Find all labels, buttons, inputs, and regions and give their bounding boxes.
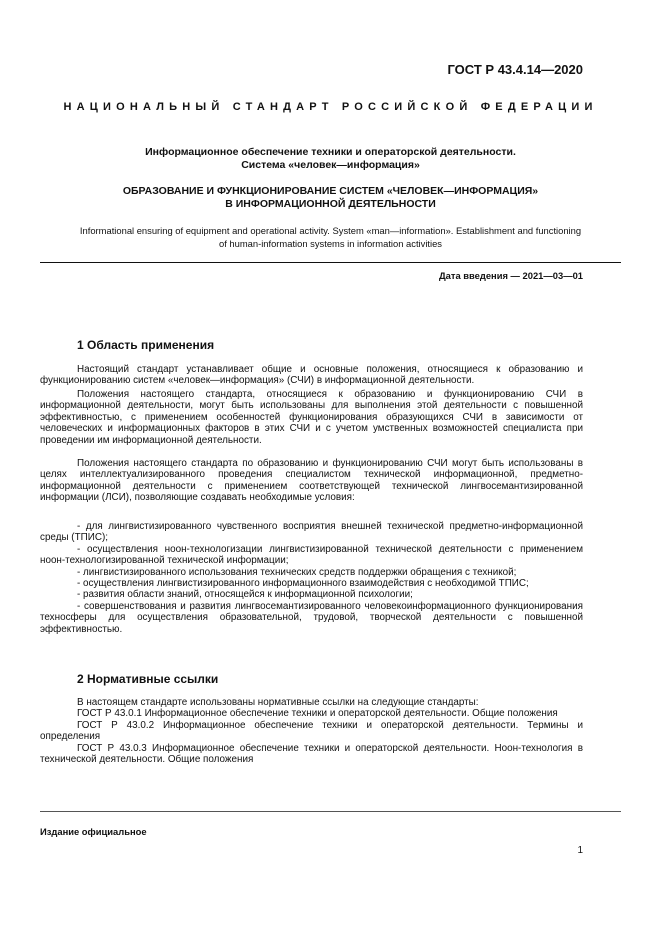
section-2-body [40, 697, 583, 765]
list-item [40, 521, 583, 544]
main-title-line-2: В ИНФОРМАЦИОННОЙ ДЕЯТЕЛЬНОСТИ [225, 198, 436, 210]
page-number: 1 [577, 845, 583, 856]
s2-p1-text: В настоящем стандарте использованы нормативные ссылки на следующие стандарты: [77, 697, 479, 708]
list-item [40, 601, 583, 635]
footer-divider [40, 811, 621, 812]
english-title-line-2: of human-information systems in information activities [218, 238, 442, 249]
list-item-text: - осуществления ноон-технологизации лингвистизированной технической деятельности с применением ноон-технологизированной технической информации; [40, 543, 583, 567]
s1-p3-text: Положения настоящего стандарта по образованию и функционированию СЧИ могут быть использованы в целях интеллектуализированного проведения специалистом технической информационной, предметно-информационной деятельности с применением соответствующей технической лингвосемантизированной информации (ЛСИ), позволяющие создавать необходимые условия: [40, 458, 583, 504]
standard-number: ГОСТ Р 43.4.14—2020 [447, 62, 583, 77]
national-standard-banner: НАЦИОНАЛЬНЫЙ СТАНДАРТ РОССИЙСКОЙ ФЕДЕРАЦИИ [63, 101, 598, 113]
s1-p2-text: Положения настоящего стандарта, относящиеся к образованию и функционированию СЧИ в информационной деятельности, могут быть использованы для выполнения этой деятельности с повышенной эффективностью, с применением особенностей функционирования образующихся СЧИ в зависимости от человеческих и информационных факторов в этих СЧИ и с учетом умственных возможностей специалиста при проведении им информационной деятельности. [40, 389, 583, 446]
main-title-line-1: ОБРАЗОВАНИЕ И ФУНКЦИОНИРОВАНИЕ СИСТЕМ «ЧЕЛОВЕК—ИНФОРМАЦИЯ» [122, 185, 539, 197]
reference-text: ГОСТ Р 43.0.2 Информационное обеспечение техники и операторской деятельности. Термины и определения [40, 719, 583, 743]
section-2-heading: 2 Нормативные ссылки [77, 672, 219, 686]
list-item-text: - совершенствования и развития лингвосемантизированного человекоинформационного функционирования техносферы для осуществления образовательной, трудовой, творческой деятельности с повышенной эффективностью. [40, 600, 583, 635]
s1-paragraph [40, 458, 583, 504]
section-1 [40, 338, 583, 352]
s1-paragraph [40, 389, 583, 446]
list-item [40, 544, 583, 567]
introduction-date: Дата введения — 2021—03—01 [438, 270, 583, 281]
list-item-text: - лингвистизированного использования технических средств поддержки обращения с техникой; [77, 566, 517, 578]
list-item-text: - для лингвистизированного чувственного восприятия внешней технической предметно-информационной среды (ТПИС); [40, 521, 583, 544]
reference-text: ГОСТ Р 43.0.3 Информационное обеспечение техники и операторской деятельности. Ноон-технология в технической деятельности. Общие положения [40, 742, 583, 766]
s1-p1-text: Настоящий стандарт устанавливает общие и основные положения, относящиеся к образованию и функционированию систем «человек—информация» (СЧИ) в информационной деятельности. [40, 364, 583, 387]
subtitle-line-1: Информационное обеспечение техники и операторской деятельности. [145, 146, 516, 158]
reference-item [40, 743, 583, 766]
list-item [40, 578, 583, 589]
subtitle-line-2: Система «человек—информация» [241, 159, 420, 171]
s1-block-3 [40, 458, 583, 504]
main-title [40, 185, 621, 211]
list-item [40, 589, 583, 600]
list-item-text: - осуществления лингвистизированного информационного взаимодействия с необходимой ТПИС; [77, 578, 529, 590]
subtitle [40, 146, 621, 172]
section-1-heading: 1 Область применения [77, 338, 215, 352]
header-divider [40, 262, 621, 263]
english-title [40, 224, 621, 250]
reference-text: ГОСТ Р 43.0.1 Информационное обеспечение техники и операторской деятельности. Общие положения [77, 708, 558, 720]
reference-item [40, 708, 583, 719]
s1-block-2 [40, 389, 583, 446]
official-edition-label: Издание официальное [40, 826, 147, 837]
list-item-text: - развития области знаний, относящейся к информационной психологии; [77, 589, 413, 601]
s1-list [40, 521, 583, 635]
s1-paragraph [40, 364, 583, 387]
s2-paragraph [40, 697, 583, 708]
section-1-body [40, 364, 583, 387]
section-2 [40, 672, 583, 686]
reference-item [40, 720, 583, 743]
english-title-line-1: Informational ensuring of equipment and operational activity. System «man—information». Establishment and functioning [79, 225, 582, 236]
list-item [40, 567, 583, 578]
